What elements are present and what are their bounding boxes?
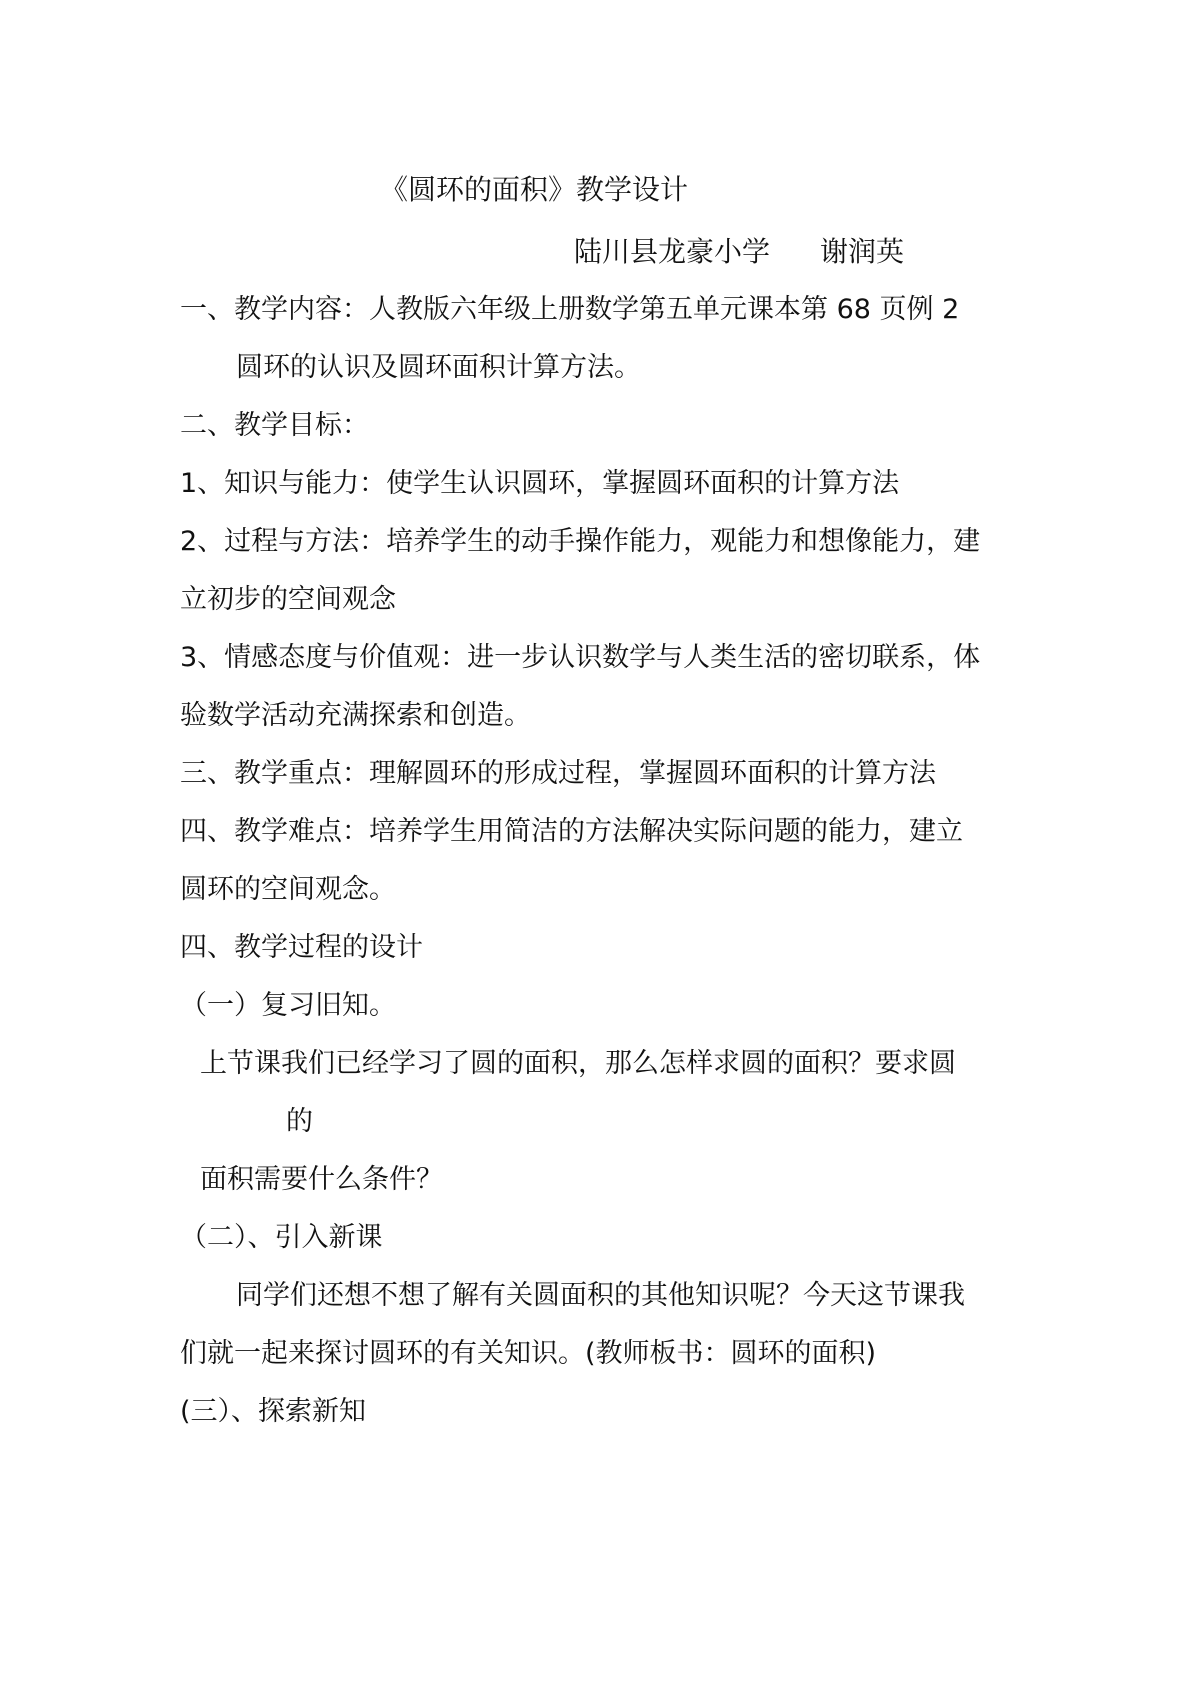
content-line: 同学们还想不想了解有关圆面积的其他知识呢？今天这节课我 <box>236 1280 965 1311</box>
content-line: 1、知识与能力：使学生认识圆环，掌握圆环面积的计算方法 <box>180 468 900 499</box>
content-line: 面积需要什么条件？ <box>200 1164 443 1195</box>
document-title: 《圆环的面积》教学设计 <box>380 173 689 206</box>
content-line: 一、教学内容：人教版六年级上册数学第五单元课本第 68 页例 2 <box>180 294 960 325</box>
author-line <box>574 234 904 270</box>
content-line: 的 <box>286 1106 313 1137</box>
teacher-name: 谢润英 <box>820 235 905 268</box>
content-line: 们就一起来探讨圆环的有关知识。(教师板书：圆环的面积) <box>180 1338 877 1369</box>
content-line: 立初步的空间观念 <box>180 584 396 615</box>
content-line: 圆环的空间观念。 <box>180 874 396 905</box>
school-name: 陆川县龙豪小学 <box>574 235 771 268</box>
section-heading: 四、教学过程的设计 <box>180 932 423 963</box>
content-line: 3、情感态度与价值观：进一步认识数学与人类生活的密切联系，体 <box>180 642 981 673</box>
content-line: 四、教学难点：培养学生用简洁的方法解决实际问题的能力，建立 <box>180 816 963 847</box>
subsection-heading: (三）、探索新知 <box>180 1396 367 1427</box>
subsection-heading: （二）、引入新课 <box>180 1222 383 1253</box>
content-line: 上节课我们已经学习了圆的面积，那么怎样求圆的面积？要求圆 <box>200 1048 956 1079</box>
content-line: 验数学活动充满探索和创造。 <box>180 700 531 731</box>
section-heading: 二、教学目标： <box>180 410 369 441</box>
content-line: 圆环的认识及圆环面积计算方法。 <box>236 352 641 383</box>
content-line: 2、过程与方法：培养学生的动手操作能力，观能力和想像能力，建 <box>180 526 981 557</box>
content-line: 三、教学重点：理解圆环的形成过程，掌握圆环面积的计算方法 <box>180 758 936 789</box>
subsection-heading: （一）复习旧知。 <box>180 990 396 1021</box>
